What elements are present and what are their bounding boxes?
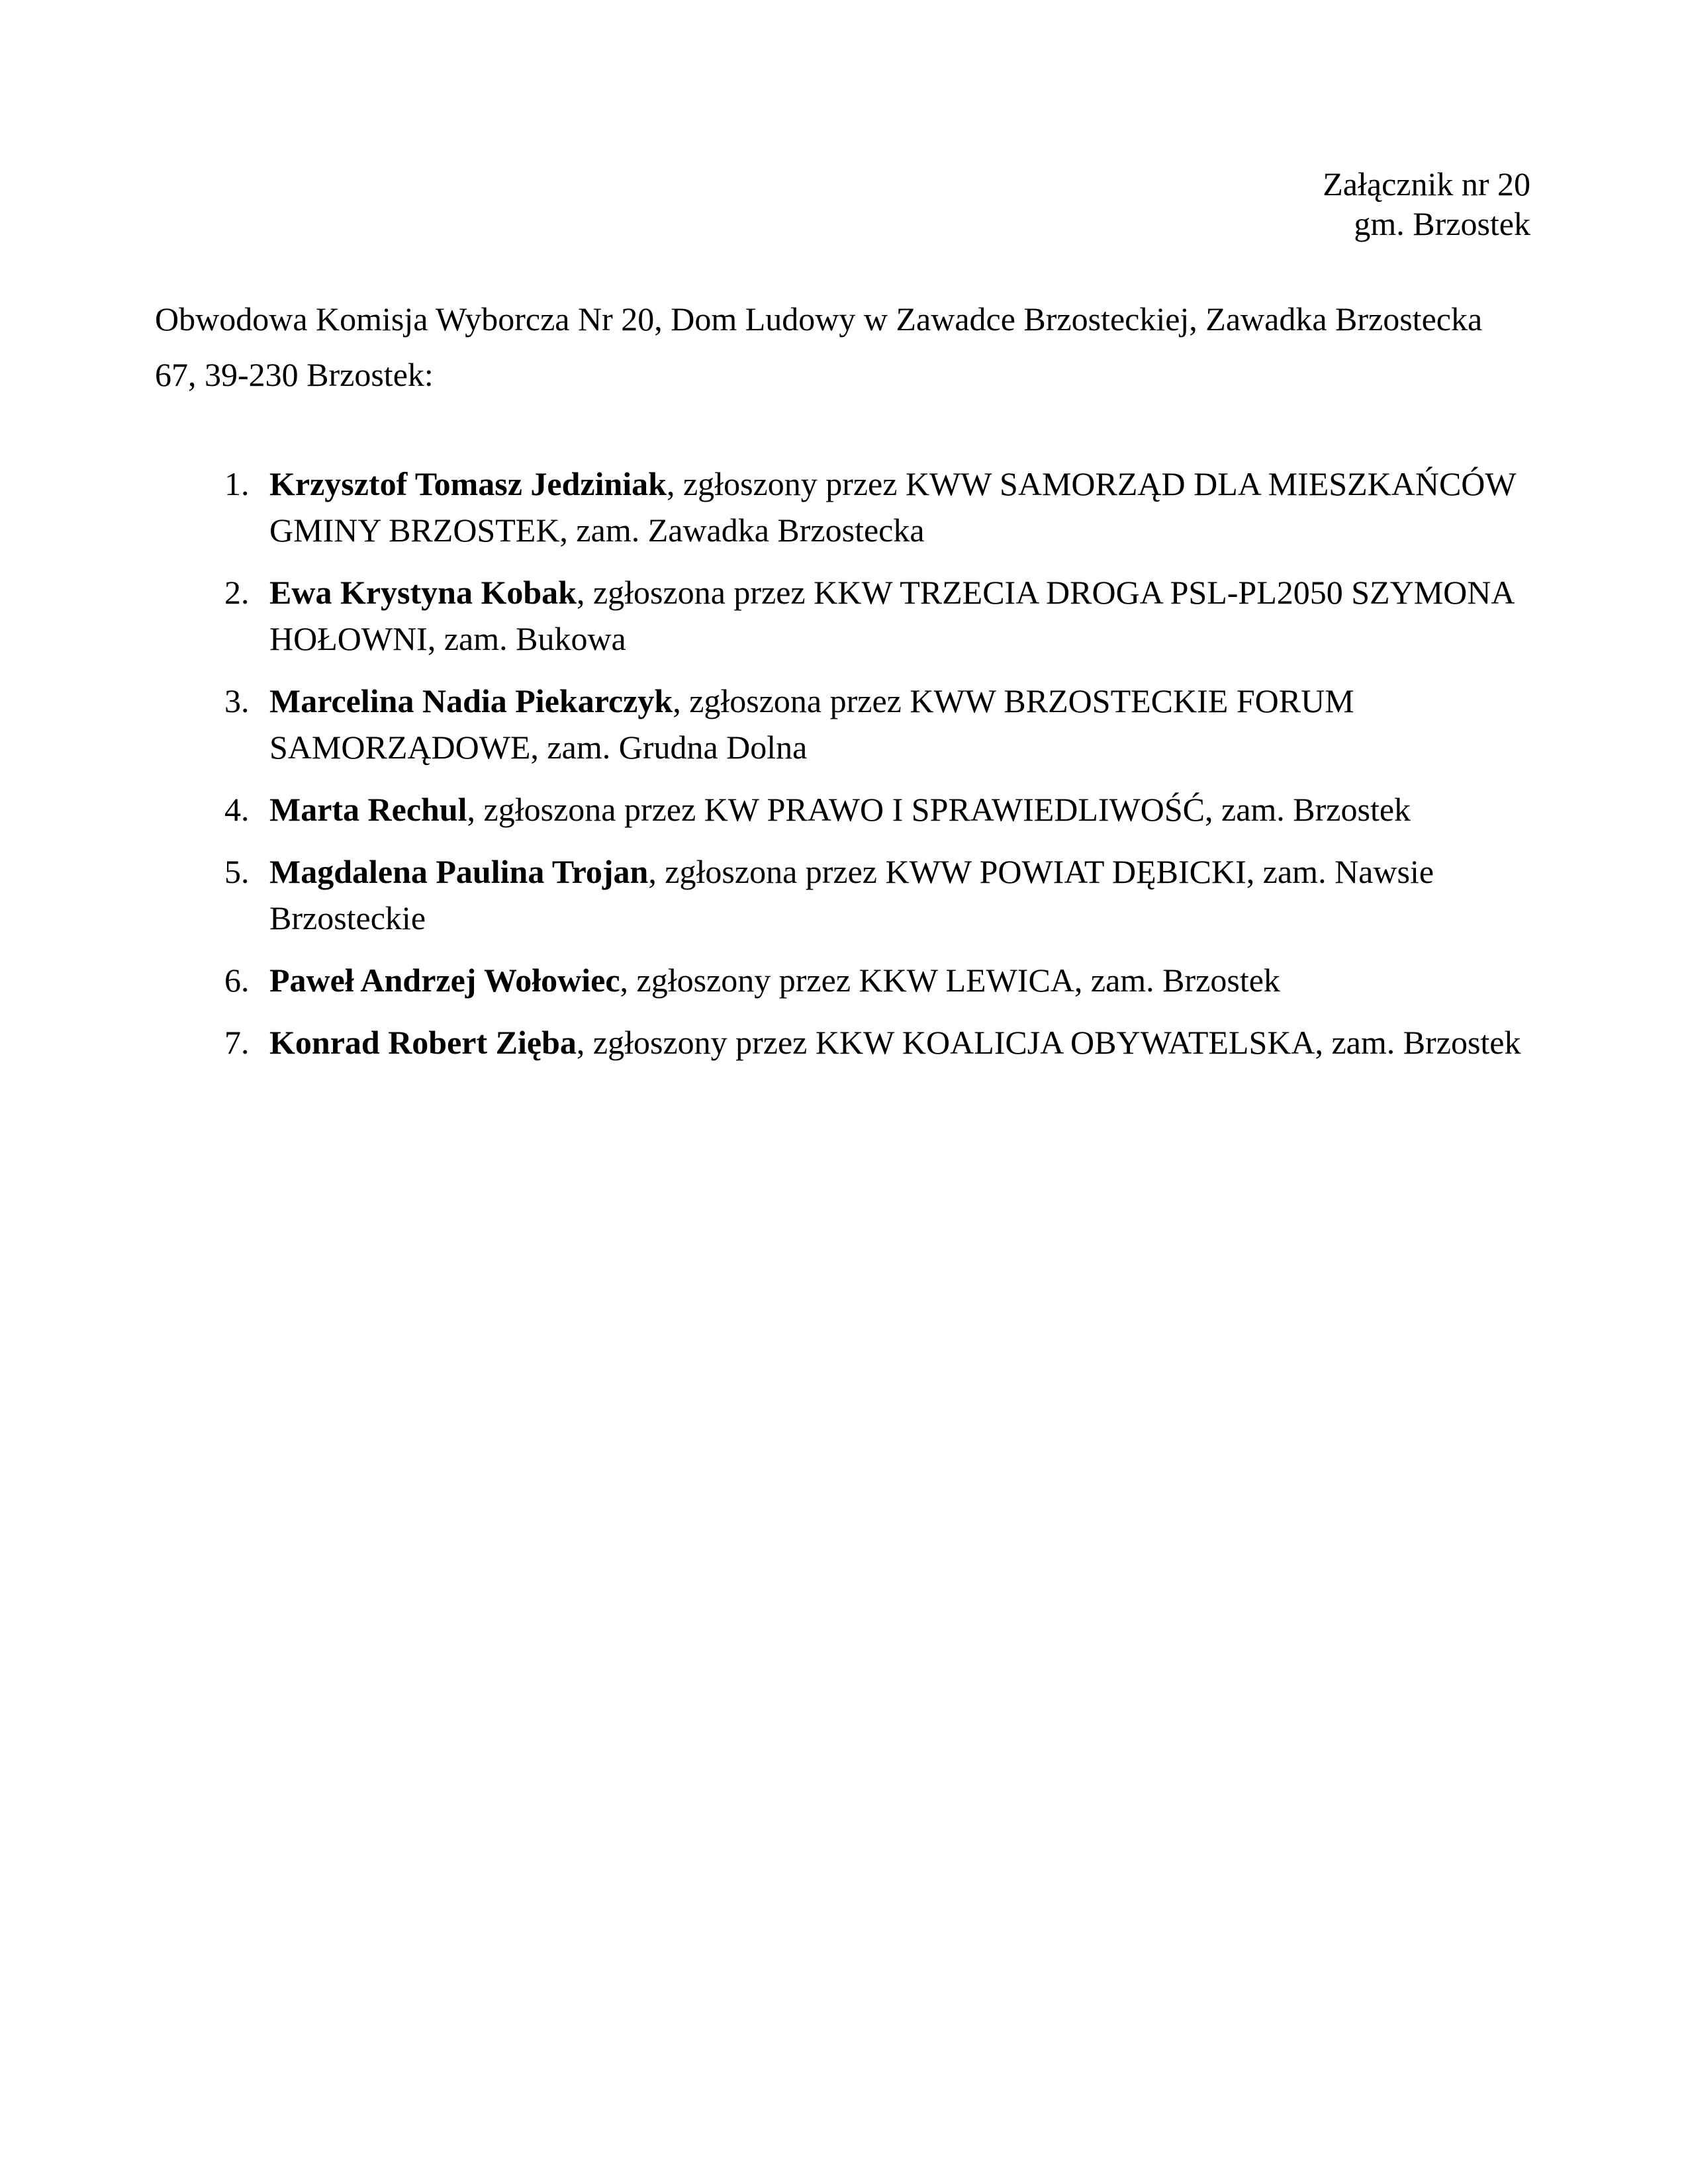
member-details: , zgłoszony przez KWW SAMORZĄD DLA MIESZKAŃCÓW GMINY BRZOSTEK, zam. Zawadka Brzostecka (269, 465, 1516, 549)
member-name: Marta Rechul (269, 791, 467, 828)
list-item (155, 569, 1530, 662)
member-details: , zgłoszona przez KWW POWIAT DĘBICKI, zam. Nawsie Brzosteckie (269, 853, 1434, 936)
item-text (269, 1019, 1530, 1066)
item-text (269, 786, 1530, 833)
member-name: Konrad Robert Zięba (269, 1024, 577, 1061)
attachment-municipality: gm. Brzostek (1354, 205, 1530, 242)
list-item (155, 678, 1530, 770)
item-number: 6. (224, 962, 250, 999)
item-text (269, 569, 1530, 662)
item-text (269, 461, 1530, 553)
item-number: 7. (224, 1024, 250, 1061)
member-list (155, 461, 1530, 1066)
list-item (155, 848, 1530, 941)
member-details: , zgłoszona przez KKW TRZECIA DROGA PSL-PL2050 SZYMONA HOŁOWNI, zam. Bukowa (269, 574, 1513, 657)
attachment-number: Załącznik nr 20 (1323, 165, 1530, 203)
item-number: 3. (224, 682, 250, 719)
attachment-header (155, 164, 1530, 244)
member-details: , zgłoszony przez KKW KOALICJA OBYWATELSKA, zam. Brzostek (576, 1024, 1521, 1061)
member-details: , zgłoszona przez KW PRAWO I SPRAWIEDLIWOŚĆ, zam. Brzostek (467, 791, 1411, 828)
list-item (155, 957, 1530, 1003)
item-text (269, 848, 1530, 941)
item-number: 5. (224, 853, 250, 890)
member-details: , zgłoszona przez KWW BRZOSTECKIE FORUM SAMORZĄDOWE, zam. Grudna Dolna (269, 682, 1354, 766)
intro-paragraph: Obwodowa Komisja Wyborcza Nr 20, Dom Ludowy w Zawadce Brzosteckiej, Zawadka Brzostecka 67, 39-230 Brzostek: (155, 300, 1483, 393)
member-name: Marcelina Nadia Piekarczyk (269, 682, 673, 719)
item-number: 2. (224, 574, 250, 611)
list-item (155, 786, 1530, 833)
document-content (155, 164, 1530, 1081)
list-item (155, 461, 1530, 553)
member-details: , zgłoszony przez KKW LEWICA, zam. Brzostek (620, 962, 1280, 999)
item-text (269, 678, 1530, 770)
member-name: Krzysztof Tomasz Jedziniak (269, 465, 667, 502)
item-text (269, 957, 1530, 1003)
item-number: 1. (224, 465, 250, 502)
list-item (155, 1019, 1530, 1066)
item-number: 4. (224, 791, 250, 828)
member-name: Ewa Krystyna Kobak (269, 574, 577, 611)
member-name: Magdalena Paulina Trojan (269, 853, 649, 890)
member-name: Paweł Andrzej Wołowiec (269, 962, 620, 999)
